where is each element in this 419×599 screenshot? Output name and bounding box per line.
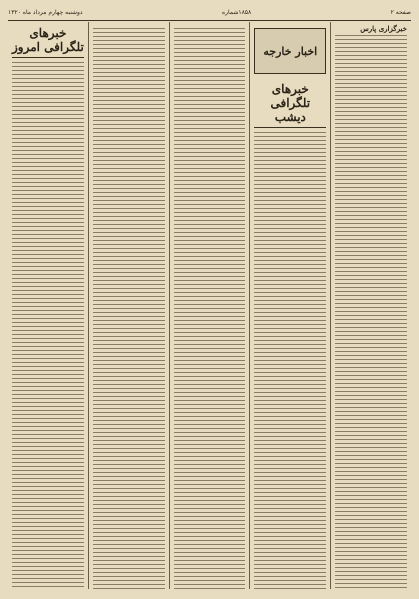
foreign-news-emblem: [254, 28, 326, 74]
column-4: [88, 22, 169, 589]
column-5: [8, 22, 88, 589]
column-body: [254, 132, 326, 589]
late-telegraph-headline: خبرهای تلگرافی دیشب: [254, 78, 326, 128]
column-body: [12, 62, 84, 589]
column-body: [335, 35, 407, 589]
column-area: [8, 22, 411, 589]
today-telegraph-headline: خبرهای تلگرافی امروز: [12, 22, 84, 58]
column-1: [330, 22, 411, 589]
page-label: صفحه ۲: [390, 8, 411, 16]
masthead: [8, 6, 411, 21]
foreign-news-title: اخبار خارجه: [263, 44, 318, 58]
column-body: [174, 28, 246, 589]
date-line: دوشنبه چهارم مرداد ماه ۱۳۲۰: [8, 8, 83, 16]
column-body: [93, 28, 165, 589]
pars-agency-heading: خبرگزاری پارس: [360, 24, 407, 33]
issue-number: ۱۸۵۸شماره: [221, 8, 252, 16]
column-2: [249, 22, 330, 589]
column-3: [169, 22, 250, 589]
